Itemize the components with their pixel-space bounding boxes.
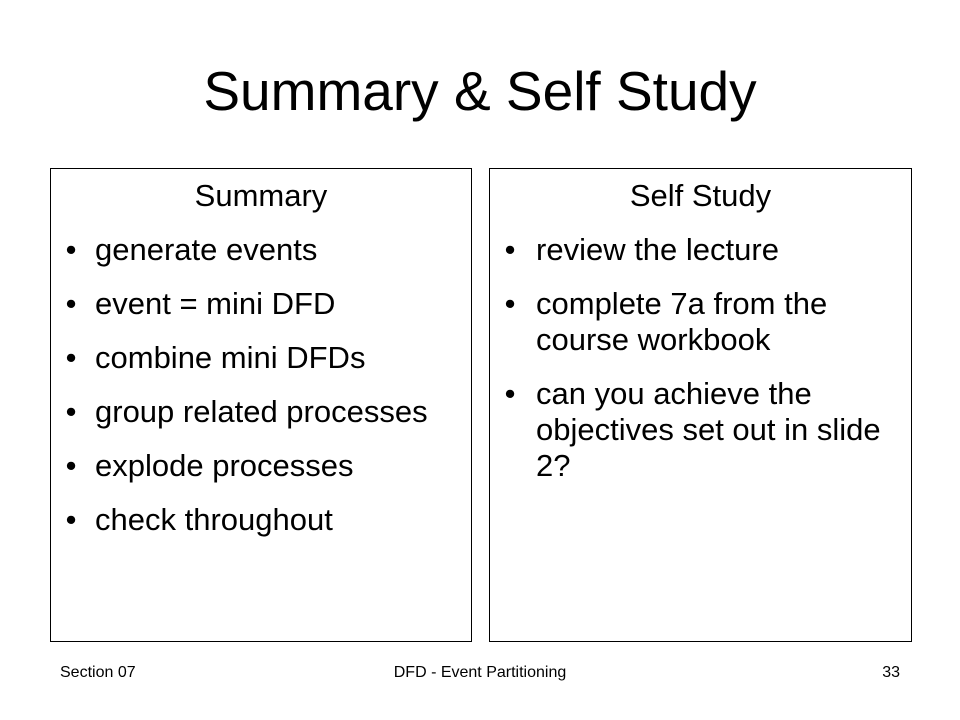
- bullet-icon: •: [504, 376, 516, 411]
- bullet-icon: •: [504, 232, 516, 267]
- list-item: [51, 394, 471, 430]
- summary-list: [51, 232, 471, 538]
- bullet-icon: •: [65, 448, 77, 483]
- list-item: [490, 232, 911, 268]
- slide-title: Summary & Self Study: [203, 60, 757, 122]
- list-item-text: generate events: [95, 232, 318, 267]
- bullet-icon: •: [65, 340, 77, 375]
- bullet-icon: •: [65, 232, 77, 267]
- list-item-text: check throughout: [95, 502, 333, 537]
- list-item: [51, 286, 471, 322]
- list-item-text: combine mini DFDs: [95, 340, 366, 375]
- self-study-heading: Self Study: [629, 178, 772, 213]
- bullet-icon: •: [504, 286, 516, 321]
- list-item-text: event = mini DFD: [95, 286, 336, 321]
- bullet-icon: •: [65, 502, 77, 537]
- summary-panel: [50, 168, 472, 642]
- list-item: [490, 286, 911, 358]
- bullet-icon: •: [65, 286, 77, 321]
- list-item: [51, 340, 471, 376]
- list-item-text: explode processes: [95, 448, 354, 483]
- list-item-text: can you achieve the objectives set out in slide 2?: [536, 376, 881, 483]
- list-item: [490, 376, 911, 484]
- list-item: [51, 232, 471, 268]
- list-item-text: group related processes: [95, 394, 428, 429]
- summary-heading: Summary: [194, 178, 328, 213]
- list-item-text: review the lecture: [536, 232, 779, 267]
- self-study-list: [490, 232, 911, 484]
- footer-section: Section 07: [60, 664, 136, 681]
- list-item: [51, 448, 471, 484]
- list-item: [51, 502, 471, 538]
- self-study-panel: [489, 168, 912, 642]
- footer-topic: DFD - Event Partitioning: [393, 664, 567, 681]
- footer-page-number: 33: [882, 664, 900, 681]
- bullet-icon: •: [65, 394, 77, 429]
- list-item-text: complete 7a from the course workbook: [536, 286, 828, 357]
